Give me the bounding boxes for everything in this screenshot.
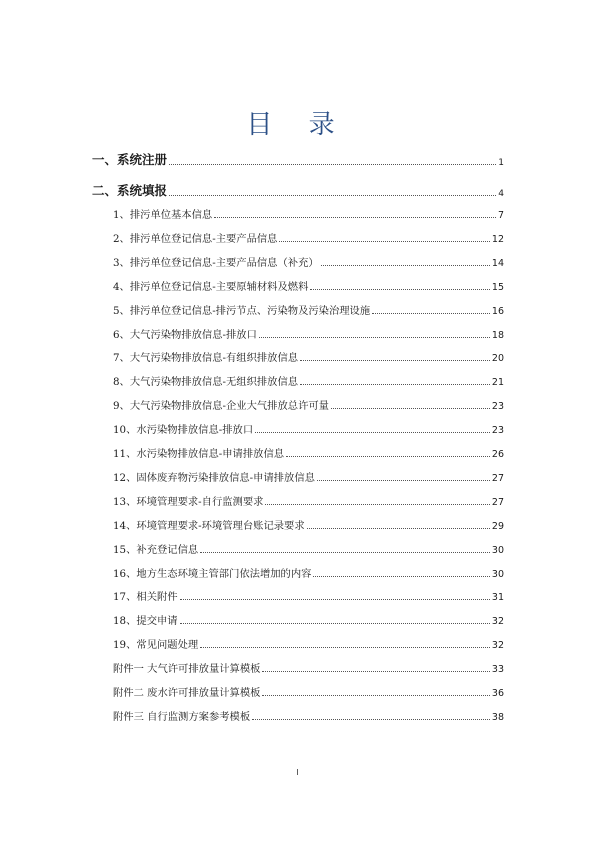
toc-entry-label: 6、大气污染物排放信息-排放口 [113,328,257,341]
toc-entry[interactable] [113,565,504,580]
toc-dot-leader [262,670,489,672]
toc-dot-leader [317,479,490,481]
toc-entry-label: 14、环境管理要求-环境管理台账记录要求 [113,519,305,532]
toc-entry-page: 23 [491,425,504,437]
page-number: I [296,768,299,777]
toc-entry-page: 33 [491,664,504,676]
toc-dot-leader [200,646,490,648]
toc-entry[interactable] [113,302,504,317]
toc-entry-label: 5、排污单位登记信息-排污节点、污染物及污染治理设施 [113,304,371,317]
toc-entry-label: 9、大气污染物排放信息-企业大气排放总许可量 [113,400,329,413]
toc-entry[interactable] [113,397,504,412]
toc-entry[interactable] [113,517,504,532]
toc-entry-label: 12、固体废弃物污染排放信息-申请排放信息 [113,471,315,484]
toc-entry-page: 32 [491,616,504,628]
toc-dot-leader [255,431,490,433]
toc-entry-label: 1、排污单位基本信息 [113,209,213,221]
toc-entry-page: 18 [491,329,504,341]
toc-entry-page: 16 [491,305,504,317]
toc-dot-leader [310,288,490,290]
toc-dot-leader [180,598,490,600]
toc-entry-label: 10、水污染物排放信息-排放口 [113,424,254,437]
toc-dot-leader [180,622,490,624]
toc-entry-page: 38 [491,711,504,723]
toc-entry-label: 11、水污染物排放信息-申请排放信息 [113,448,285,460]
toc-entry-page: 23 [491,401,504,413]
toc-entry-label: 7、大气污染物排放信息-有组织排放信息 [113,352,299,365]
toc-entry-label: 附件二 废水许可排放量计算模板 [113,687,261,699]
toc-entry[interactable] [113,660,504,675]
toc-entry-label: 二、系统填报 [92,183,168,198]
toc-entry[interactable] [113,684,504,699]
toc-entry-page: 7 [497,210,504,221]
toc-entry[interactable] [113,421,504,436]
toc-entry[interactable] [113,493,504,508]
toc-entry[interactable] [113,254,504,269]
toc-entry-label: 4、排污单位登记信息-主要原辅材料及燃料 [113,280,309,293]
toc-entry-label: 18、提交申请 [113,615,178,628]
toc-entry[interactable] [113,469,504,484]
toc-dot-leader [300,383,490,385]
toc-entry[interactable] [113,206,504,221]
toc-entry[interactable] [113,541,504,556]
toc-entry-page: 27 [491,496,504,508]
toc-entry-label: 一、系统注册 [92,152,168,167]
toc-entry[interactable] [113,349,504,364]
page-title: 目 录 [246,110,349,140]
toc-entry[interactable] [113,708,504,723]
toc-entry-label: 17、相关附件 [113,591,178,604]
toc-dot-leader [214,216,496,218]
toc-entry[interactable] [113,636,504,651]
toc-entry-page: 15 [491,281,504,293]
toc-dot-leader [313,575,489,577]
toc-dot-leader [286,455,490,457]
toc-entry-page: 26 [491,449,504,460]
toc-dot-leader [169,194,496,196]
toc-dot-leader [300,359,490,361]
toc-dot-leader [259,336,490,338]
toc-entry-page: 1 [498,158,504,168]
toc-entry-page: 21 [491,377,504,389]
toc-entry-label: 13、环境管理要求-自行监测要求 [113,495,264,508]
toc-entry-page: 4 [498,189,504,199]
toc-entry[interactable] [113,445,504,460]
toc-entry-page: 32 [491,640,504,652]
toc-dot-leader [279,240,489,242]
toc-entry[interactable] [113,326,504,341]
toc-entry-page: 20 [491,353,504,365]
toc-entry-label: 19、常见问题处理 [113,639,199,652]
toc-entry[interactable] [92,150,504,168]
toc-dot-leader [372,312,490,314]
toc-entry-label: 15、补充登记信息 [113,543,199,556]
toc-entry[interactable] [113,612,504,627]
toc-entry-page: 12 [491,233,504,245]
toc-entry-page: 30 [491,568,504,580]
toc-entry-label: 16、地方生态环境主管部门依法增加的内容 [113,567,312,580]
toc-dot-leader [252,718,490,720]
toc-dot-leader [321,264,490,266]
toc-entry[interactable] [92,181,504,199]
toc-entry-page: 27 [491,472,504,484]
toc-entry-page: 36 [491,688,504,699]
toc-entry-page: 30 [491,544,504,556]
toc-dot-leader [331,407,490,409]
toc-entry-label: 8、大气污染物排放信息-无组织排放信息 [113,376,299,389]
toc-dot-leader [265,503,489,505]
toc-dot-leader [307,527,490,529]
toc-entry-label: 附件一 大气许可排放量计算模板 [113,663,261,676]
toc-entry-page: 29 [491,520,504,532]
toc-entry[interactable] [113,278,504,293]
toc-dot-leader [262,694,489,696]
toc-entry[interactable] [113,230,504,245]
toc-entry-label: 3、排污单位登记信息-主要产品信息（补充） [113,256,319,269]
toc-dot-leader [169,163,496,165]
toc-entry-page: 14 [491,257,504,269]
toc-entry-page: 31 [491,592,504,604]
toc-entry-label: 附件三 自行监测方案参考模板 [113,710,251,723]
toc-entry[interactable] [113,373,504,388]
toc-dot-leader [200,551,490,553]
toc-entry[interactable] [113,588,504,603]
toc-entry-label: 2、排污单位登记信息-主要产品信息 [113,232,278,245]
